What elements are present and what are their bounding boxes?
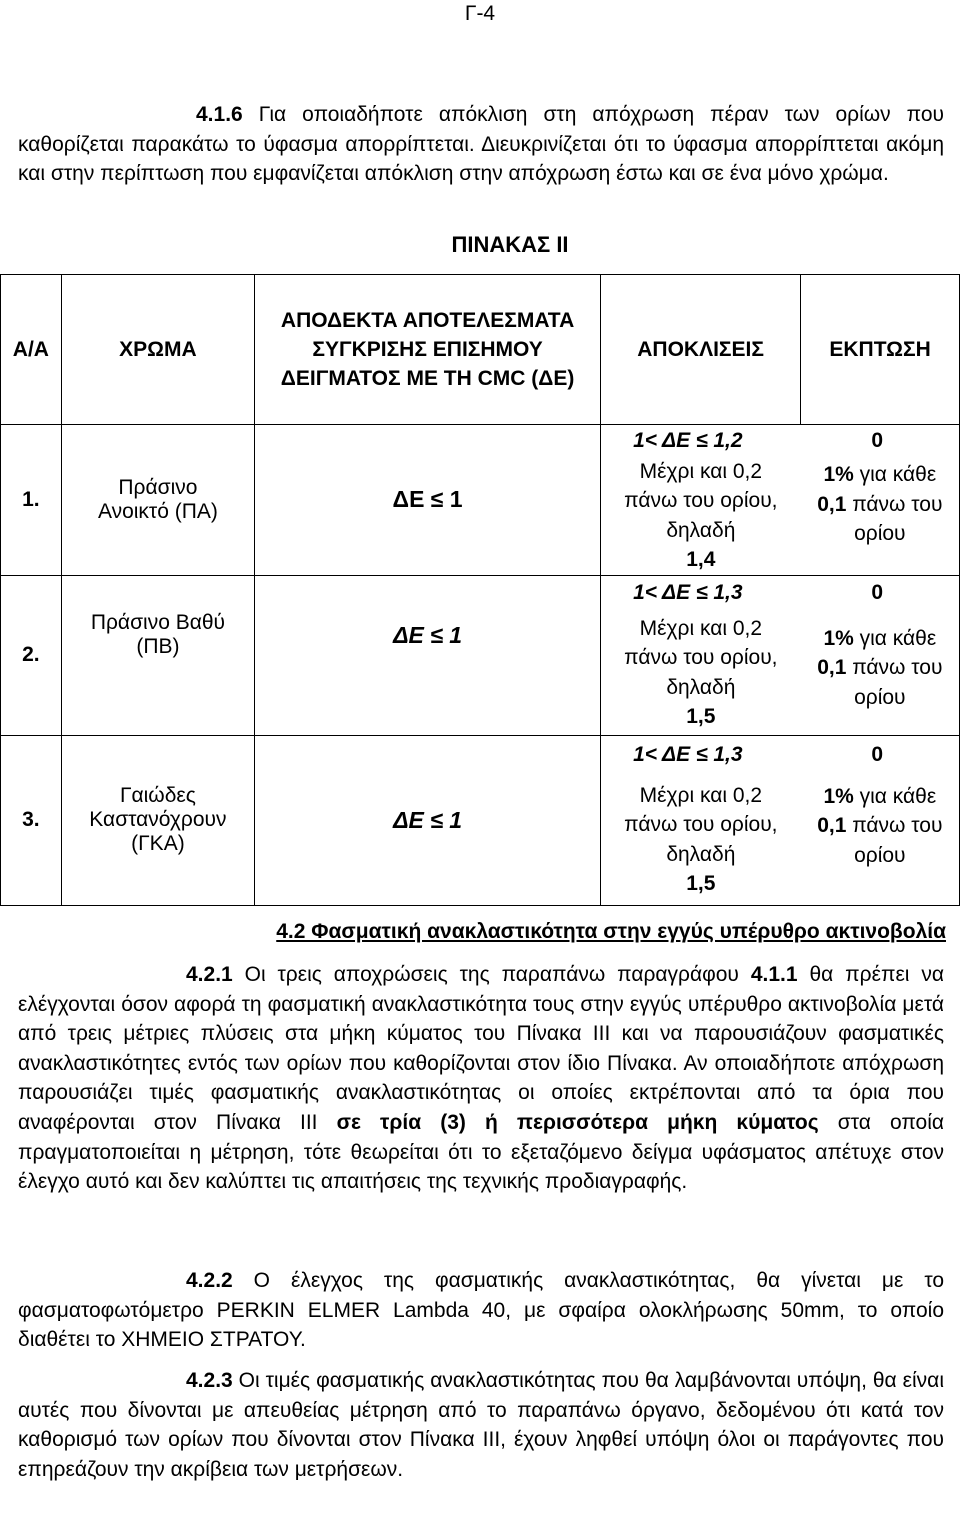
over-limit-text: Μέχρι και 0,2 πάνω του ορίου, δηλαδή 1,5 <box>601 611 801 735</box>
range-discount: 0 <box>871 581 883 605</box>
header-discount: ΕΚΠΤΩΣΗ <box>801 275 960 425</box>
row-range <box>601 425 960 457</box>
header-results: ΑΠΟΔΕΚΤΑ ΑΠΟΤΕΛΕΣΜΑΤΑ ΣΥΓΚΡΙΣΗΣ ΕΠΙΣΗΜΟΥ ΔΕΙΓΜΑΤΟΣ ΜΕ ΤΗ CMC (ΔΕ) <box>255 275 601 425</box>
color-tolerance-table <box>0 274 960 906</box>
row-color: Πράσινο Ανοικτό (ΠΑ) <box>61 425 254 576</box>
section-title: 4.2 Φασματική ανακλαστικότητα στην εγγύς υπέρυθρο ακτινοβολία <box>276 920 946 943</box>
range-text: 1< ΔΕ ≤ 1,2 <box>633 428 743 452</box>
paragraph-4-2-1: 4.2.1 Οι τρεις αποχρώσεις της παραπάνω παραγράφου 4.1.1 θα πρέπει να ελέγχονται όσον αφορά τη φασματική ανακλαστικότητα τους στην εγγύς υπέρυθρο ακτινοβολία μετά από τρεις μέτριες πλύσεις στα μήκη κύματος του Πίνακα ΙΙΙ και να παρουσιάζουν φασματικές ανακλαστικότητες εντός των ορίων που καθορίζονται στον ίδιο Πίνακα. Αν οποιαδήποτε απόχρωση παρουσιάζει τιμές φασματικής ανακλαστικότητας οι οποίες εκτρέπονται από τα όρια που αναφέρονται στον Πίνακα ΙΙΙ σε τρία (3) ή περισσότερα μήκη κύματος στα οποία πραγματοποιείται η μέτρηση, τότε θεωρείται ότι το εξεταζόμενο δείγμα υφάσματος απέτυχε στον έλεγχο αυτό και δεν καλύπτει τις απαιτήσεις της τεχνικής προδιαγραφής. <box>18 963 945 1194</box>
header-aa: Α/Α <box>1 275 62 425</box>
over-limit-text: Μέχρι και 0,2 πάνω του ορίου, δηλαδή 1,4 <box>601 457 801 576</box>
over-limit-discount: 1% για κάθε 0,1 πάνω του ορίου <box>801 775 960 905</box>
over-limit-text: Μέχρι και 0,2 πάνω του ορίου, δηλαδή 1,5 <box>601 775 801 905</box>
over-limit-discount: 1% για κάθε 0,1 πάνω του ορίου <box>801 611 960 735</box>
row-number: 3. <box>1 735 62 905</box>
range-discount: 0 <box>871 428 883 452</box>
table-row <box>1 575 960 611</box>
paragraph-4-2-2: 4.2.2 Ο έλεγχος της φασματικής ανακλαστικότητας, θα γίνεται με το φασματοφωτόμετρο PERKIN ELMER Lambda 40, με σφαίρα ολοκλήρωσης 50mm, το οποίο διαθέτει το ΧΗΜΕΙΟ ΣΤΡΑΤΟΥ. <box>18 1269 944 1352</box>
row-result: ΔΕ ≤ 1 <box>255 575 601 735</box>
row-number: 1. <box>1 425 62 576</box>
table-row <box>1 735 960 775</box>
row-range <box>601 575 960 611</box>
over-limit-discount: 1% για κάθε 0,1 πάνω του ορίου <box>801 457 960 576</box>
paragraph-4-1-6 <box>18 100 944 189</box>
range-text: 1< ΔΕ ≤ 1,3 <box>633 743 743 767</box>
range-discount: 0 <box>871 743 883 767</box>
row-result: ΔΕ ≤ 1 <box>255 425 601 576</box>
header-deviations: ΑΠΟΚΛΙΣΕΙΣ <box>601 275 801 425</box>
page-number: Γ-4 <box>464 2 496 25</box>
row-color: Πράσινο Βαθύ (ΠΒ) <box>61 575 254 735</box>
paragraph-text: Για οποιαδήποτε απόκλιση στη απόχρωση πέραν των ορίων που καθορίζεται παρακάτω το ύφασμα απορρίπτεται. Διευκρινίζεται ότι το ύφασμα απορρίπτεται ακόμη και στην περίπτωση που εμφανίζεται απόκλιση στην απόχρωση έστω και σε ένα μόνο χρώμα. <box>18 103 944 186</box>
range-text: 1< ΔΕ ≤ 1,3 <box>633 581 743 605</box>
table-row <box>1 425 960 457</box>
table-title: ΠΙΝΑΚΑΣ ΙΙ <box>451 232 569 257</box>
table-header-row <box>1 275 960 425</box>
row-result: ΔΕ ≤ 1 <box>255 735 601 905</box>
row-number: 2. <box>1 575 62 735</box>
header-color: ΧΡΩΜΑ <box>61 275 254 425</box>
paragraph-number: 4.1.6 <box>196 103 243 126</box>
row-range <box>601 735 960 775</box>
row-color: Γαιώδες Καστανόχρουν (ΓΚΑ) <box>61 735 254 905</box>
paragraph-4-2-3: 4.2.3 Οι τιμές φασματικής ανακλαστικότητας που θα λαμβάνονται υπόψη, θα είναι αυτές που δίνονται με απευθείας μέτρηση από το παραπάνω όργανο, δεδομένου ότι κατά τον καθορισμό των ορίων που δίνονται στον Πίνακα ΙΙΙ, έχουν ληφθεί υπόψη όλοι οι παράγοντες που επηρεάζουν την ακρίβεια των μετρήσεων. <box>18 1369 944 1481</box>
